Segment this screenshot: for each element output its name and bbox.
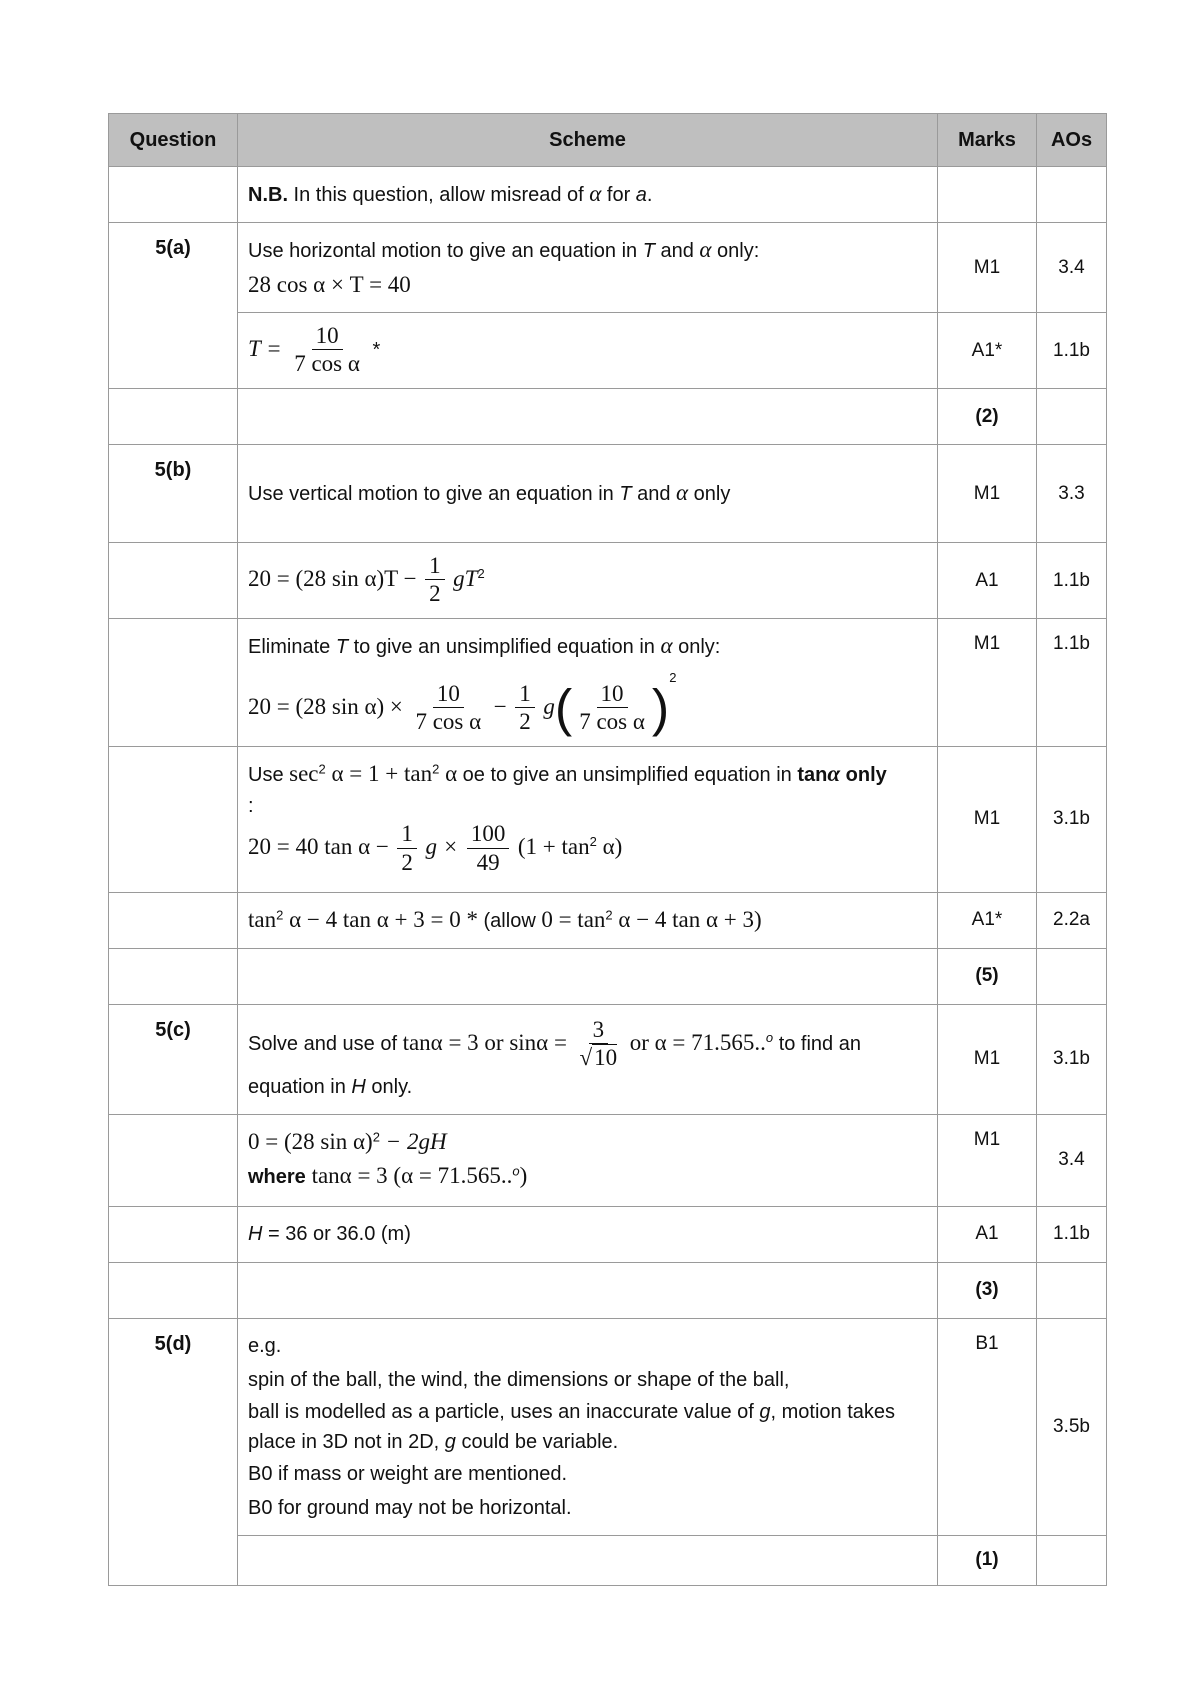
ao-cell: 1.1b	[1037, 619, 1107, 747]
q5c-step-3: H = 36 or 36.0 (m)	[238, 1206, 938, 1262]
q5b-step-5: $\tan^2 \alpha - 4$ tan α + 3 = 0 * (allow $0 = \tan^2 \alpha - 4$ tan α + 3)	[238, 892, 938, 948]
header-marks: Marks	[938, 114, 1037, 167]
q5b-total-row	[109, 948, 1107, 1004]
mark-cell: A1	[938, 543, 1037, 619]
nb-note: N.B. In this question, allow misread of α for a.	[238, 167, 938, 223]
ao-cell: 3.4	[1037, 1114, 1107, 1206]
q5a-row-1	[109, 223, 1107, 313]
ao-cell: 1.1b	[1037, 543, 1107, 619]
mark-cell: M1	[938, 445, 1037, 543]
total-marks-5a: (2)	[938, 389, 1037, 445]
mark-cell: A1*	[938, 892, 1037, 948]
mark-cell: B1	[938, 1318, 1037, 1535]
q5d-row-1	[109, 1318, 1107, 1535]
total-marks-5b: (5)	[938, 948, 1037, 1004]
ao-cell: 3.3	[1037, 445, 1107, 543]
q5b-step-4: Use $\sec^2 \alpha = 1 + \tan^2 \alpha$ oe to give an unsimplified equation in tanα only : 20 = 40 tan α − $\frac{1}{2}$ g × $\frac{100}{49}$ $(1 + \tan^2 \alpha)$	[238, 746, 938, 892]
mark-scheme-page	[108, 113, 1106, 1586]
mark-cell: M1	[938, 223, 1037, 313]
q5c-step-1: Solve and use of tanα = 3 or sinα = $\frac{3}{√10}$ or α = 71.565..$^o$ to find an equation in H only.	[238, 1004, 938, 1114]
ao-cell: 1.1b	[1037, 313, 1107, 389]
q5a-total-row	[109, 389, 1107, 445]
ao-cell: 3.1b	[1037, 1004, 1107, 1114]
q5d-step-1: e.g. spin of the ball, the wind, the dimensions or shape of the ball, ball is modelled as a particle, uses an inaccurate value of g, motion takes place in 3D not in 2D, g could be variable. B0 if mass or weight are mentioned. B0 for ground may not be horizontal.	[238, 1318, 938, 1535]
q5c-row-2	[109, 1114, 1107, 1206]
q5b-step-3: Eliminate T to give an unsimplified equation in α only: 20 = (28 sin α) × $\frac{10}{\text{7 cos α}}$ − $\frac{1}{2}$ g( $\frac{10}{\text{7 cos α}}$ )$^2$	[238, 619, 938, 747]
q5c-row-3	[109, 1206, 1107, 1262]
q5b-row-5	[109, 892, 1107, 948]
q5b-step-1: Use vertical motion to give an equation in T and α only	[238, 445, 938, 543]
q5a-step-2: T = $\frac{10}{\text{7 cos α}}$ *	[238, 313, 938, 389]
q5a-step-1: Use horizontal motion to give an equation in T and α only: 28 cos α × T = 40	[238, 223, 938, 313]
q5c-total-row	[109, 1262, 1107, 1318]
header-row	[109, 114, 1107, 167]
mark-cell: M1	[938, 1004, 1037, 1114]
header-scheme: Scheme	[238, 114, 938, 167]
ao-cell: 1.1b	[1037, 1206, 1107, 1262]
mark-cell: M1	[938, 1114, 1037, 1206]
q5b-step-2: 20 = (28 sin α)T − $\frac{1}{2}$ $gT^2$	[238, 543, 938, 619]
total-marks-5d: (1)	[938, 1535, 1037, 1585]
mark-cell: M1	[938, 619, 1037, 747]
total-marks-5c: (3)	[938, 1262, 1037, 1318]
nb-row	[109, 167, 1107, 223]
ao-cell: 3.1b	[1037, 746, 1107, 892]
q5d-total-row	[109, 1535, 1107, 1585]
q5b-row-4	[109, 746, 1107, 892]
ao-cell: 3.5b	[1037, 1318, 1107, 1535]
mark-cell: A1*	[938, 313, 1037, 389]
header-aos: AOs	[1037, 114, 1107, 167]
mark-cell: A1	[938, 1206, 1037, 1262]
q5a-row-2	[109, 313, 1107, 389]
q5b-row-3	[109, 619, 1107, 747]
question-label-5a: 5(a)	[109, 223, 238, 389]
q5b-row-1	[109, 445, 1107, 543]
mark-cell: M1	[938, 746, 1037, 892]
ao-cell: 2.2a	[1037, 892, 1107, 948]
header-question: Question	[109, 114, 238, 167]
question-label-5c: 5(c)	[109, 1004, 238, 1114]
q5c-row-1	[109, 1004, 1107, 1114]
ao-cell: 3.4	[1037, 223, 1107, 313]
question-label-5b: 5(b)	[109, 445, 238, 543]
question-label-5d: 5(d)	[109, 1318, 238, 1585]
mark-scheme-table	[108, 113, 1107, 1586]
q5b-row-2	[109, 543, 1107, 619]
q5c-step-2: 0 = (28 sin α)$^2$ − 2gH where tanα = 3 (α = 71.565..$^o$)	[238, 1114, 938, 1206]
